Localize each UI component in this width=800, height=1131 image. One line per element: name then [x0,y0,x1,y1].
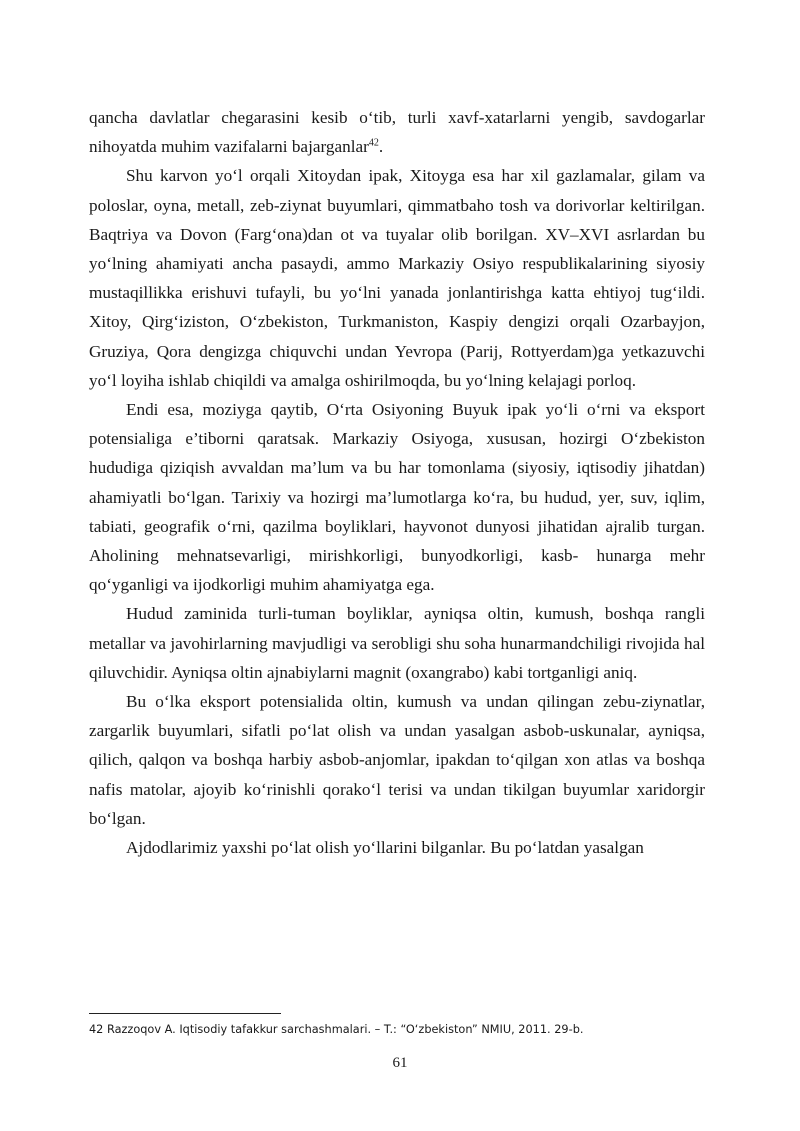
paragraph-punctuation: . [378,137,384,157]
body-text [89,103,705,862]
footnote-divider [89,1013,281,1014]
paragraph-4: Hudud zaminida turli-tuman boyliklar, ayniqsa oltin, kumush, boshqa rangli metallar va javohirlarning mavjudligi va serobligi shu soha hunarmandchiligi rivojida hal qiluvchidir. Ayniqsa oltin ajnabiylarni magnit (oxangrabo) kabi tortganligi aniq. [89,604,705,682]
footnote: 42 Razzoqov A. Iqtisodiy tafakkur sarchashmalari. – T.: “O‘zbekiston” NMIU, 2011. 29-b. [89,1023,584,1036]
paragraph-6: Ajdodlarimiz yaxshi po‘lat olish yo‘llarini bilganlar. Bu po‘latdan yasalgan [126,838,644,858]
paragraph-5: Bu o‘lka eksport potensialida oltin, kumush va undan qilingan zebu-ziynatlar, zargarlik buyumlari, sifatli po‘lat olish va undan yasalgan asbob-uskunalar, ayniqsa, qilich, qalqon va boshqa harbiy asbob-anjomlar, ipakdan to‘qilgan xon atlas va boshqa nafis matolar, ajoyib ko‘rinishli qorako‘l terisi va undan tikilgan buyumlar xaridorgir bo‘lgan. [89,692,705,828]
paragraph-1 [89,103,705,161]
page-number: 61 [392,1055,408,1071]
paragraph-2: Shu karvon yo‘l orqali Xitoydan ipak, Xitoyga esa har xil gazlamalar, gilam va poloslar, oyna, metall, zeb-ziynat buyumlari, qimmatbaho tosh va dorivorlar keltirilgan. Baqtriya va Dovon (Farg‘ona)dan ot va tuyalar olib borilgan. XV–XVI asrlardan bu yo‘lning ahamiyati ancha pasaydi, ammo Markaziy Osiyo respublikalarining siyosiy mustaqillikka erishuvi tufayli, bu yo‘lni yanada jonlantirishga katta ehtiyoj tug‘ildi. Xitoy, Qirg‘iziston, O‘zbekiston, Turkmaniston, Kaspiy dengizi orqali Ozarbayjon, Gruziya, Qora dengizga chiquvchi undan Yevropa (Parij, Rottyerdam)ga yetkazuvchi yo‘l loyiha ishlab chiqildi va amalga oshirilmoqda, bu yo‘lning kelajagi porloq. [89,166,705,390]
paragraph-3: Endi esa, moziyga qaytib, O‘rta Osiyoning Buyuk ipak yo‘li o‘rni va eksport potensialiga e’tiborni qaratsak. Markaziy Osiyoga, xususan, hozirgi O‘zbekiston hududiga qiziqish avvaldan ma’lum va bu har tomonlama (siyosiy, iqtisodiy jihatdan) ahamiyatli bo‘lgan. Tarixiy va hozirgi ma’lumotlarga ko‘ra, bu hudud, yer, suv, iqlim, tabiati, geografik o‘rni, qazilma boyliklari, hayvonot dunyosi jihatidan ajralib turgan. Aholining mehnatsevarligi, mirishkorligi, bunyodkorligi, kasb- hunarga mehr qo‘yganligi va ijodkorligi muhim ahamiyatga ega. [89,400,705,595]
paragraph-text: qancha davlatlar chegarasini kesib o‘tib, turli xavf-xatarlarni yengib, savdogarlar nihoyatda muhim vazifalarni bajarganlar [89,108,705,157]
footnote-reference: 42 [368,137,379,149]
